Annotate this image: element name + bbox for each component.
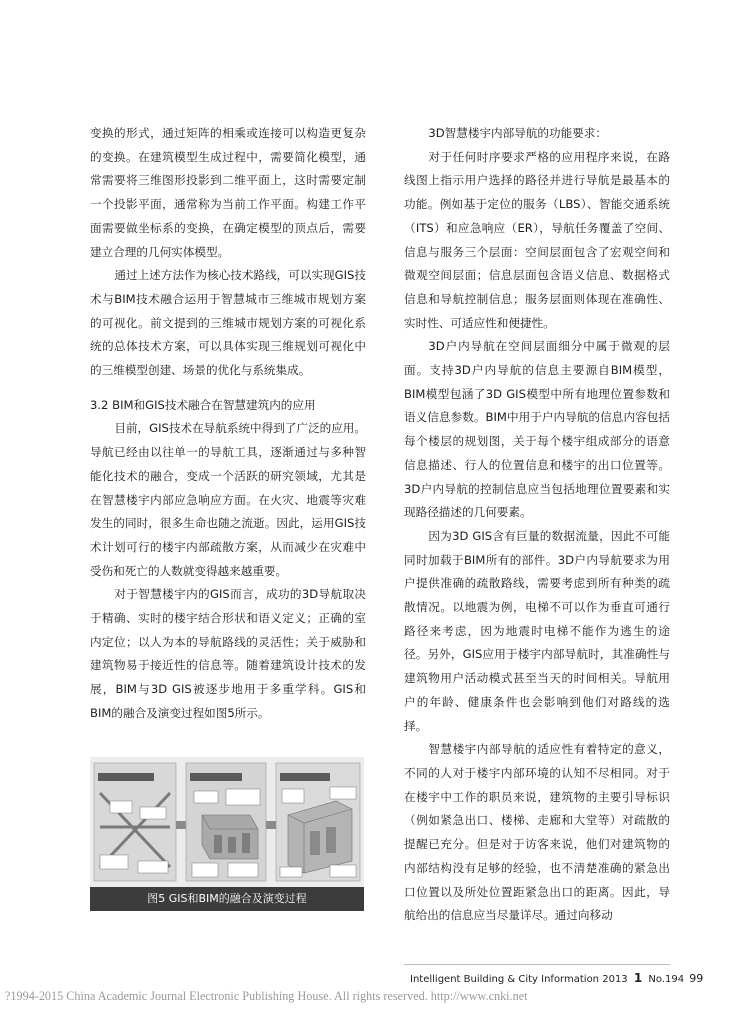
paragraph: 对于智慧楼宇内的GIS而言，成功的3D导航取决于精确、实时的楼宇结合形状和语义定义；正确的室内定位；以人为本的导航路线的灵活性；关于威胁和建筑物易于接近性的信息等。随着建筑设计技术的发展，BIM与3D GIS被逐步地用于多重学科。GIS和BIM的融合及演变过程如图5所示。 [90,587,366,720]
paragraph: 变换的形式，通过矩阵的相乘或连接可以构造更复杂的变换。在建筑模型生成过程中，需要简化模型，通常需要将三维图形投影到二维平面上，这时需要定制一个投影平面，通常称为当前工作平面。构建工作平面需要做坐标系的变换，在确定模型的顶点后，需要建立合理的几何实体模型。 [90,126,366,259]
figure-panel-2 [186,763,266,881]
right-text-column [404,122,670,928]
journal-name: Intelligent Building & City Information [410,974,600,985]
section-heading: 3D智慧楼宇内部导航的功能要求： [428,126,607,140]
figure-panel-1 [94,763,176,881]
footer-rule [404,964,670,965]
journal-issue: 1 [633,971,643,985]
journal-footer [410,971,704,987]
paragraph: 通过上述方法作为核心技术路线，可以实现GIS技术与BIM技术融合运用于智慧城市三维城市规划方案的可视化。前文提到的三维城市规划方案的可视化系统的总体技术方案，可以具体实现三维规划可视化中的三维模型创建、场景的优化与系统集成。 [90,268,366,378]
figure-panel-3 [276,763,360,881]
journal-year: 2013 [602,974,628,985]
figure-5 [90,757,364,911]
paragraph: 智慧楼宇内部导航的适应性有着特定的意义，不同的人对于楼宇内部环境的认知不尽相同。对于在楼宇中工作的职员来说，建筑物的主要引导标识（例如紧急出口、楼梯、走廊和大堂等）对疏散的提醒已充分。但是对于访客来说，他们对建筑物的内部结构没有足够的经验，也不清楚准确的紧急出口位置以及所处位置距紧急出口的距离。因此，导航给出的信息应当尽量详尽。通过向移动 [404,742,670,923]
figure-diagram [90,757,364,887]
journal-number: No.194 [648,974,685,985]
paragraph: 因为3D GIS含有巨量的数据流量，因此不可能同时加载于BIM所有的部件。3D户内导航要求为用户提供准确的疏散路线，需要考虑到所有种类的疏散情况。以地震为例，电梯不可以作为垂直可通行路径来考虑，因为地震时电梯不能作为逃生的途径。另外，GIS应用于楼宇内部导航时，其准确性与建筑物用户活动模式甚至当天的时间相关。导航用户的年龄、健康条件也会影响到他们对路线的选择。 [404,528,670,733]
section-heading: 3.2 BIM和GIS技术融合在智慧建筑内的应用 [90,397,316,412]
page-number: 99 [689,972,704,985]
paragraph: 对于任何时序要求严格的应用程序来说，在路线图上指示用户选择的路径并进行导航是最基本的功能。例如基于定位的服务（LBS）、智能交通系统（ITS）和应急响应（ER），导航任务覆盖了空间、信息与服务三个层面：空间层面包含了宏观空间和微观空间层面；信息层面包含语义信息、数据格式信息和导航控制信息；服务层面则体现在准确性、实时性、可适应性和便捷性。 [404,149,670,330]
figure-caption: 图5 GIS和BIM的融合及演变过程 [90,887,364,911]
copyright-notice: ?1994-2015 China Academic Journal Electronic Publishing House. All rights reserved. http://www.cnki.net [5,989,528,1003]
paragraph: 目前，GIS技术在导航系统中得到了广泛的应用。导航已经由以往单一的导航工具，逐渐通过与多种智能化技术的融合，变成一个活跃的研究领域，尤其是在智慧楼宇内部应急响应方面。在火灾、地震等灾难发生的同时，很多生命也随之流逝。因此，运用GIS技术计划可行的楼宇内部疏散方案，从而减少在灾难中受伤和死亡的人数就变得越来越重要。 [90,421,366,578]
left-text-column [90,122,366,726]
paragraph: 3D户内导航在空间层面细分中属于微观的层面。支持3D户内导航的信息主要源自BIM模型，BIM模型包涵了3D GIS模型中所有地理位置参数和语义信息参数。BIM中用于户内导航的信息内容包括每个楼层的规划图，关于每个楼宇组成部分的语意信息描述、行人的位置信息和楼宇的出口位置等。3D户内导航的控制信息应当包括地理位置要素和实现路径描述的几何要素。 [404,339,670,520]
